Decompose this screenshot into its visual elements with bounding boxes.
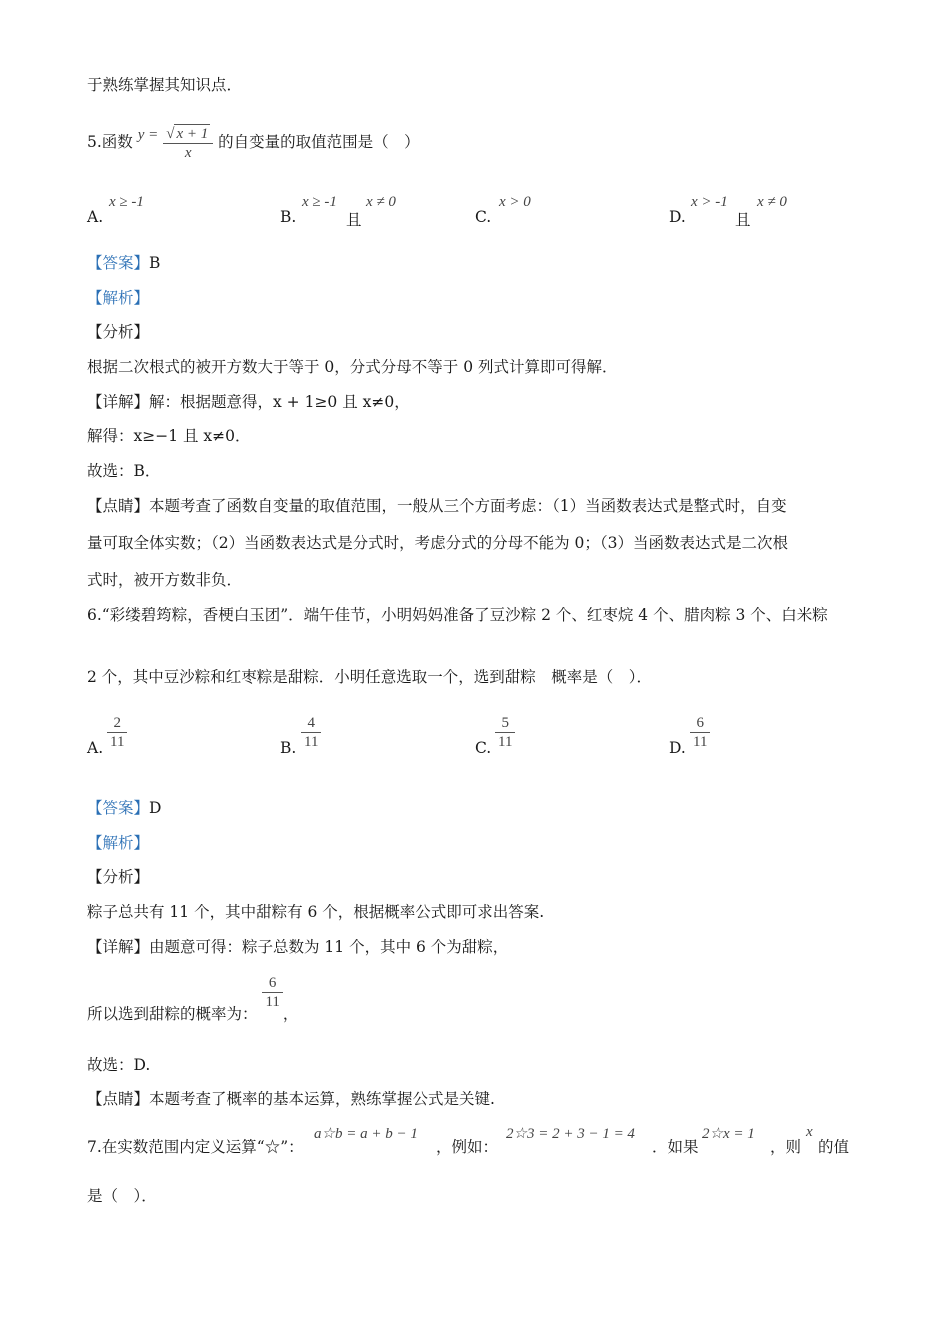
q7-prefix: 7.在实数范围内定义运算“☆”： [87, 1138, 304, 1156]
q6-option-den: 11 [693, 734, 708, 750]
q6-option-num: 5 [501, 715, 509, 731]
answer-tag: 【答案】 [87, 799, 150, 817]
q7-variable: x [806, 1124, 813, 1140]
q6-comment: 【点睛】本题考查了概率的基本运算，熟练掌握公式是关键. [87, 1090, 495, 1108]
q5-option-label: A. [87, 208, 104, 226]
q6-option-fraction [495, 714, 515, 751]
q7-example: 2☆3 = 2 + 3 − 1 = 4 [506, 1126, 635, 1142]
q6-option-fraction [107, 714, 127, 751]
q5-option-math2: x ≠ 0 [757, 194, 787, 210]
q6-prob-line [87, 970, 299, 1023]
q7-line2: 是（ ）． [87, 1187, 157, 1205]
q6-option-label: A. [87, 739, 104, 757]
q6-option-den: 11 [498, 734, 513, 750]
answer-value: B [149, 254, 161, 272]
q6-detail: 【详解】由题意可得：粽子总数为 11 个，其中 6 个为甜粽， [87, 938, 509, 956]
q5-option-conj: 且 [735, 211, 751, 229]
q6-option-num: 2 [113, 715, 121, 731]
q6-analysis-tag: 【解析】 [87, 834, 150, 852]
q5-solve: 解得：x≥−1 且 x≠0． [87, 427, 251, 445]
q5-func-lhs: y = [137, 127, 159, 143]
q5-option-conj: 且 [346, 211, 362, 229]
q6-choose: 故选：D. [87, 1056, 151, 1074]
q6-prob-num: 6 [268, 975, 277, 991]
q5-fenxi-text: 根据二次根式的被开方数大于等于 0，分式分母不等于 0 列式计算即可得解． [87, 358, 618, 376]
q6-prob-suffix: ， [282, 1004, 299, 1023]
q5-option-math: x > 0 [499, 194, 531, 210]
answer-value: D [149, 799, 162, 817]
q6-prob-prefix: 所以选到甜粽的概率为： [87, 1004, 258, 1023]
q6-option-num: 6 [696, 715, 704, 731]
q5-analysis-tag: 【解析】 [87, 289, 150, 307]
q5-suffix: 的自变量的取值范围是（ ） [218, 133, 420, 151]
q7-value-of: 的值 [818, 1138, 850, 1156]
intro-tail: 于熟练掌握其知识点． [87, 76, 243, 94]
q7-definition: a☆b = a + b − 1 [314, 1126, 418, 1142]
q6-prob-den: 11 [265, 994, 280, 1010]
q5-option-label: D. [669, 208, 686, 226]
q5-prefix: 5.函数 [87, 133, 133, 151]
q6-option-den: 11 [110, 734, 125, 750]
q5-option-math2: x ≠ 0 [366, 194, 396, 210]
q6-answer [87, 797, 161, 819]
q7-condition: 2☆x = 1 [702, 1126, 755, 1142]
q5-comment-1: 【点睛】本题考查了函数自变量的取值范围，一般从三个方面考虑：（1）当函数表达式是整式时，自变 [87, 497, 787, 515]
q6-stem-1: 6.“彩缕碧筠粽，香梗白玉团”．端午佳节，小明妈妈准备了豆沙粽 2 个、红枣烷 4 个、腊肉粽 3 个、白米粽 [87, 606, 828, 624]
q5-func-den: x [184, 145, 192, 161]
q5-choose: 故选：B． [87, 462, 161, 480]
q5-comment-3: 式时，被开方数非负． [87, 571, 243, 589]
q5-option-label: B. [280, 208, 297, 226]
q5-option-label: C. [475, 208, 492, 226]
q7-eg-prefix: ，例如： [436, 1138, 499, 1156]
q6-option-den: 11 [304, 734, 319, 750]
q5-comment-2: 量可取全体实数；（2）当函数表达式是分式时，考虑分式的分母不能为 0；（3）当函数表达式是二次根 [87, 534, 789, 552]
q7-then: ，则 [770, 1138, 802, 1156]
q5-option-math: x > -1 [691, 194, 728, 210]
q5-func-num: x + 1 [176, 126, 209, 142]
q5-stem [87, 124, 420, 162]
q6-fenxi-text: 粽子总共有 11 个，其中甜粽有 6 个，根据概率公式即可求出答案. [87, 903, 545, 921]
q5-func-fraction: $\frac{√ x + 1}{x}$ [163, 124, 213, 162]
q6-stem-2: 2 个，其中豆沙粽和红枣粽是甜粽．小明任意选取一个，选到甜粽 概率是（ ）． [87, 668, 653, 686]
q5-answer [87, 252, 160, 274]
q6-option-label: C. [475, 739, 492, 757]
q6-option-fraction [690, 714, 710, 751]
q6-option-label: D. [669, 739, 686, 757]
q5-option-math: x ≥ -1 [302, 194, 337, 210]
q5-detail: 【详解】解：根据题意得，x + 1≥0 且 x≠0， [87, 393, 410, 411]
q6-fenxi-heading: 【分析】 [87, 868, 150, 886]
q6-option-num: 4 [307, 715, 315, 731]
q7-if-prefix: ．如果 [652, 1138, 699, 1156]
q5-fenxi-heading: 【分析】 [87, 323, 150, 341]
q6-option-fraction [301, 714, 321, 751]
q6-option-label: B. [280, 739, 297, 757]
q6-prob-fraction [262, 974, 282, 1011]
q5-option-math: x ≥ -1 [109, 194, 144, 210]
answer-tag: 【答案】 [87, 254, 150, 272]
